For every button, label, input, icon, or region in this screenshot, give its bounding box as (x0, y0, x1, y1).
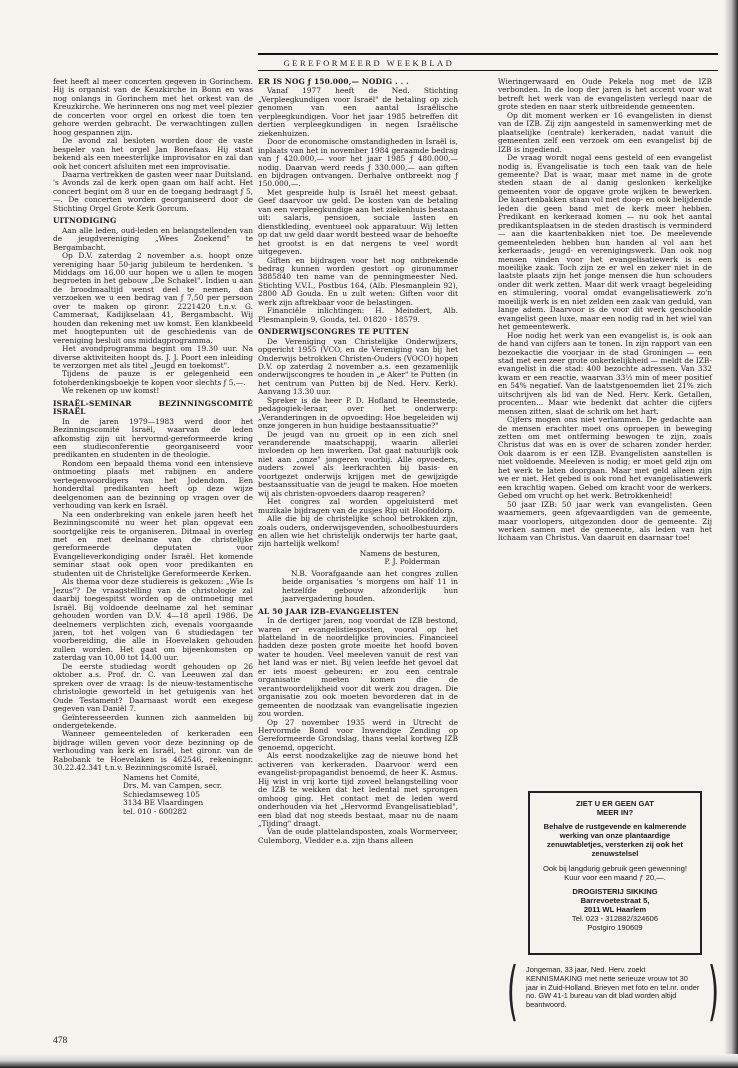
article-paragraph: Met gespreide hulp is Israël het meest gebaat. Geef daarvoor uw geld. De kosten van de betaling van een verpleegkundige aan het ziekenhuis bestaan uit: salaris, pensioen, sociale lasten en dienstkleding, eventueel ook apparatuur. Wij letten op dat uw geld daar wordt besteed waar de behoefte het grootst is en dat nergens te veel wordt uitgegeven. (258, 187, 458, 257)
signature-block (53, 774, 253, 816)
article-paragraph: Op 27 november 1935 werd in Utrecht de Hervormde Bond voor Inwendige Zending op Gereformeerde Grondslag, thans veelal kortweg IZB genoemd, opgericht. (258, 717, 458, 752)
masthead-rule (258, 53, 718, 55)
article-paragraph: Op D.V. zaterdag 2 november a.s. hoopt onze vereniging haar 50-jarig jubileum te herdenken. 's Middags om 16.00 uur hopen we u allen te mogen begroeten in het gebouw „De Schakel". Indien u aan de broodmaaltijd wenst deel te nemen, dan verzoeken we u een bedrag van ƒ 7,50 per persoon over te maken op gironr. 2221420 t.n.v. G. Cammeraat, Kadijkselaan 41, Bergambacht. Wij houden dan rekening met uw komst. Een klankbeeld met hoogtepunten uit de geschiedenis van de vereniging besluit ons middagprogramma. (53, 251, 253, 345)
article-paragraph: Op dit moment werken er 16 evangelisten in dienst van de IZB. Zij zijn aangesteld in samenwerking met de plaatselijke (centrale) kerkeraden, nadat vanuit die gemeenten zelf een verzoek om een evangelist bij de IZB is ingediend. (498, 110, 712, 154)
signature-line: P. J. Polderman (384, 557, 440, 567)
article-paragraph: Rondom een bepaald thema vond een intensieve ontmoeting plaats met rabijnen en andere vertegenwoordigers van het Jodendom. Een honderdtal predikanten heeft op deze wijze deelgenomen aan de bezinning op vragen over de verhouding van kerk en Israël. (53, 458, 253, 511)
article-paragraph: Van de oude plattelandsposten, zoals Wormerveer, Culemborg, Vledder e.a. zijn thans alleen (258, 827, 458, 845)
article-paragraph: Als eerst noodzakelijke zag de nieuwe bond het activeren van kerkeraden. Daarvoor werd een evangelist-propagandist benoemd, de heer K. Asmus. Hij wist in vrij korte tijd zoveel belangstelling voor de IZB te wekken dat het ledental met sprongen omhoog ging. Het contact met de leden werd onderhouden via het „Hervormd Evangelisatieblad", een blad dat nog steeds bestaat, maar nu de naam „Tijding" draagt. (258, 751, 458, 828)
page-number: 478 (53, 1036, 68, 1046)
article-paragraph: De jeugd van nu groeit op in een zich snel veranderende maatschappij, waarin allerlei invloeden op hen inwerken. Dat gaat natuurlijk ook niet aan „onze" jongeren voorbij. Alle opvoeders, ouders zowel als leerkrachten bij basis- en voortgezet onderwijs krijgen met de gewijzigde bestaanssituatie van de jeugd te maken. Hoe moeten wij als christen-opvoeders daarop reageren? (258, 429, 458, 498)
signature-line: Drs. M. van Campen, secr. (123, 781, 222, 791)
article-paragraph: We rekenen op uw komst! (62, 386, 160, 396)
article-paragraph: Het avondprogramma begint om 19.30 uur. Na diverse aktiviteiten hoopt ds. J. J. Poort een inleiding te verzorgen met als titel „Jeugd en toekomst". (53, 344, 253, 370)
article-paragraph: De avond zal besloten worden door de vaste bespeler van het orgel Jan Bonefaas. Hij staat bekend als een meesterlijke improvisator en zal dan ook het concert afsluiten met een improvisatie. (53, 136, 253, 171)
classified-text: Jongeman, 33 jaar, Ned. Herv. zoekt KENNISMAKING met nette serieuze vrouw tot 30 jaar in Zuid-Holland. Brieven met foto en tel.nr. onder no. GW 41-1 bureau van dit blad worden altijd beantwoord. (526, 965, 700, 1010)
heading-izb: AL 50 JAAR IZB-EVANGELISTEN (258, 606, 399, 616)
masthead (0, 0, 738, 68)
heading-israel-seminar: ISRAËL-SEMINAR BEZINNINGSCOMITÉ ISRAËL (53, 398, 253, 417)
signature-line: Namens het Comité, (123, 772, 200, 782)
heading-onderwijscongres: ONDERWIJSCONGRES TE PUTTEN (258, 327, 409, 337)
ad-phone: Tel. 023 - 312882/324606 (571, 914, 659, 924)
signature-line: Schiedamseweg 105 (123, 789, 200, 799)
article-paragraph: Na een onderbreking van enkele jaren heeft het Bezinningscomité nu weer het plan opgevat een soortgelijke reis te organiseren. Ditmaal in overleg met en met deelname van de christelijke gereformeerde deputaten voor Evangelieverkondiging onder Israël. Het komende seminar staat ook open voor predikanten en studenten uit de Christelijke Gereformeerde Kerken. (53, 509, 253, 578)
ad-headline: ZIET U ER GEEN GAT (576, 799, 654, 808)
ad-giro: Postgiro 190609 (587, 923, 643, 933)
article-paragraph: Alle die bij de christelijke school betrokken zijn, zoals ouders, onderwijsgevenden, schoolbestuurders en allen wie het christelijk onderwijs ter harte gaat, zijn hartelijk welkom! (258, 514, 458, 549)
column-middle (258, 78, 458, 845)
article-paragraph: Vanaf 1977 heeft de Ned. Stichting „Verpleegkundigen voor Israël" de betaling op zich genomen van een aantal Israëlische verpleegkundigen. Voor het jaar 1985 betreffen dit dertien verpleegkundigen in negen Israëlische ziekenhuizen. (258, 86, 458, 138)
article-paragraph: Wieringerwaard en Oude Pekela nog met de IZB verbonden. In de loop der jaren is het accent voor wat betreft het werk van de evangelisten verlegd naar de grote steden en naar sterk uitbreidende gemeenten. (498, 77, 712, 112)
article-paragraph: Als thema voor deze studiereis is gekozen: „Wie Is Jezus"? De vraagstelling van de christologie zal daarbij toegespitst worden op de ontmoeting met Israël. Bij voldoende deelname zal het seminar gehouden worden van D.V. 4—18 april 1986. De deelnemers verplichten zich, evenals voorgaande jaren, tot het volgen van 6 studiedagen ter voorbereiding, die alle in Hoevelaken gehouden zullen worden. Het gaat om bijeenkomsten op zaterdag van 10.00 tot 14.00 uur. (53, 577, 253, 663)
article-paragraph: Door de economische omstandigheden in Israël is, inplaats van het in november 1984 geraamde bedrag van ƒ 420.000,— voor het jaar 1985 ƒ 480.000,— nodig. Daarvan werd reeds ƒ 330.000,— aan giften en bijdragen ontvangen. Derhalve ontbreekt nog ƒ 150.000,—. (258, 137, 458, 189)
column-right (498, 78, 712, 543)
article-paragraph: Cijfers mogen ons niet verlammen. De gedachte aan de mensen erachter moet ons oproepen in beweging zetten om met ontferming bewogen te zijn, zoals Christus dat was en is over de scharen zonder herder. Ook daarom is er een IZB. Evangelisten aanstellen is niet voldoende. Meeleven is nodig; er moet geld zijn om het werk te laten doorgaan. Maar met geld alleen zijn we er niet. Het gebed is ook rond het evangelisatiewerk een krachtig wapen. Gebed om kracht voor de werkers. Gebed om vrucht op het werk. Betrokkenheid! (498, 415, 712, 501)
article-paragraph: Financiële inlichtingen: H. Meindert, Alb. Plesmanplein 9, Gouda, tel. 01820 - 18579. (258, 306, 458, 324)
article-paragraph: Wanneer gemeenteleden of kerkeraden een bijdrage willen geven voor deze bezinning op de verhouding van kerk en Israël, het gironr. van de Rabobank te Hoevelaken is 462546, rekeningnr. 30.22.42.341 t.n.v. Bezinningscomité Israël. (53, 729, 253, 773)
ad-price: Kuur voor een maand ƒ 20,—. (564, 872, 666, 882)
ad-body: Behalve de rustgevende en kalmerende werking van onze plantaardige zenuwtabletjes, versterken zij ook het zenuwstelsel (543, 822, 687, 859)
article-paragraph: 50 jaar IZB: 50 jaar werk van evangelisten. Geen waarnemers, geen afgevaardigden van de gemeente, maar voorlopers, uitgezonden door de gemeente. Zij werken samen met de gemeente, als leden van het lichaam van Christus. Van daaruit en daarnaar toe! (498, 499, 712, 543)
article-paragraph: In de jaren 1979—1983 werd door het Bezinningscomité Israël, waarvan de leden afkomstig zijn uit hervormd-gereformeerde kring een studieconferentie georganiseerd voor predikanten en studenten in de theologie. (53, 416, 253, 460)
header-divider (258, 70, 718, 71)
article-paragraph: Hoe nodig het werk van een evangelist is, is ook aan de hand van cijfers aan te tonen. In zijn rapport van een bezoekactie die voorjaar in de stad Groningen — een stad met een zeer grote onkerkelijkheid — meldt de IZB-evangelist in die stad: 400 bezochte adressen. Van 332 kwam er een reactie, waarvan 33⅓ min of meer positief en 54% negatief. Van de laatstgenoemden liet 21% zich uitschrijven als lid van de Ned. Herv. Kerk. Getallen, procenten... Maar wie bedenkt dat achter die cijfers mensen zitten, slaat de schrik om het hart. (498, 330, 712, 416)
signature-line: 3134 BE Vlaardingen (123, 798, 204, 808)
article-paragraph: Geïnteresseerden kunnen zich aanmelden bij ondergetekende. (53, 712, 253, 730)
ad-address: Barrevoetestraat 5, (580, 895, 650, 905)
ad-headline: MEER IN? (596, 808, 634, 818)
article-paragraph: De vraag wordt nogal eens gesteld of een evangelist nodig is. Evangelisatie is toch een taak van de hele gemeente? Dat is waar, maar met name in de grote steden staan de al danig geslonken kerkelijke gemeenten voor de opgave grote wijken te bewerken. De kaartenbakken staan vol met doop- en ook belijdende leden die geen band met de kerk meer hebben. Predikant en kerkeraad komen — nu ook het aantal predikantsplaatsen in de steden drastisch is verminderd — aan die kaartenbakken niet toe. De meelevende gemeenteleden hebben hun handen al vol aan het kerkeraads-, jeugd- en verenigingswerk. Dan ook nog mensen vinden voor het evangelisatiewerk is een moeilijke zaak. Toch zijn ze er wel en zeker niet in de laatste plaats zijn het jonge mensen die hun schouders onder dit werk zetten. Maar dit werk vraagt begeleiding en stimulering, vooral omdat evangelisatiewerk zo'n moeilijk werk is en niet zelden een zaak van geduld, van lange adem. Daarvoor is de voor dit werk geschoolde evangelist geen luxe, maar een nodig rad in het wiel van het gemeentewerk. (498, 153, 712, 332)
article-paragraph: In de dertiger jaren, nog voordat de IZB bestond, waren er evangelistiesposten, vooral op het platteland in de noordelijke provincies. Financieel hadden deze posten grote moeite het hoofd boven water te houden. Veel meeleven vanuit de rest van het land was er niet. Bij velen leefde het gevoel dat er iets moest gebeuren: er zou een centrale organisatie moeten komen die de verantwoordelijkheid voor dit werk zou dragen. Die organisatie zou ook moeten bevorderen dat in de gemeenten de noodzaak van evangelisatie ingezien zou worden. (258, 616, 458, 719)
signature-block (258, 550, 458, 567)
article-paragraph: feet heeft al meer concerten gegeven in Gorinchem. Hij is organist van de Keuzkirche in Bonn en was nog onlangs in Gorinchem met het orkest van de Kreuzkirche. We herinneren ons nog met veel plezier de concerten voor orgel en orkest die toen ten gehore werden gebracht. De verwachtingen zullen hoog gespannen zijn. (53, 77, 253, 137)
left-brace-icon: ( (506, 955, 519, 1029)
article-paragraph: De eerste studiedag wordt gehouden op 26 oktober a.s. Prof. dr. C. van Leeuwen zal dan spreken over de vraag: Is de nieuw-testamentische christologie geworteld in het getuigenis van het Oude Testament? Daarnaast wordt een exegese gegeven van Daniël 7. (53, 661, 253, 714)
heading-uitnodiging: UITNODIGING (53, 216, 117, 226)
scan-edge-shadow (724, 0, 738, 1068)
heading-nodig: ER IS NOG ƒ 150.000,— NODIG . . . (258, 77, 409, 86)
right-brace-icon: ) (707, 955, 720, 1029)
article-paragraph: Daarna vertrekken de gasten weer naar Duitsland. 's Avonds zal de kerk open gaan om half acht. Het concert begint om 8 uur en de toegang bedraagt ƒ 5,—. De concerten worden georganiseerd door de Stichting Orgel Grote Kerk Gorcum. (53, 169, 253, 213)
article-paragraph: Giften en bijdragen voor het nog ontbrekende bedrag kunnen worden gestort op gironummer 3885840 ten name van de penningmeester Ned. Stichting V.V.I., Postbus 164, (Alb. Plesmanplein 92), 2800 AD Gouda. En u zult weten: Giften voor dit werk zijn aftrekbaar voor de belastingen. (258, 255, 458, 307)
classified-ad-kennismaking (506, 955, 720, 1029)
column-left (53, 78, 253, 819)
publication-title: GEREFORMEERD WEEKBLAD (283, 58, 455, 68)
article-paragraph: De Vereniging van Christelijke Onderwijzers, opgericht 1955 (VCO, en de Vereniging van bij het Onderwijs betrokken Christen-Ouders (VOCO) hopen D.V. op zaterdag 2 november a.s. een gezamenlijk onderwijscongres te houden in „e Aker" te Putten (in het centrum van Putten bij de Ned. Herv. Kerk). Aanvang 13.30 uur. (258, 336, 458, 397)
ad-body: Ook bij langdurig gebruik geen gewenning! (543, 863, 687, 873)
article-paragraph: Tijdens de pauze is er gelegenheid een fotoherdenkingsboekje te kopen voor slechts ƒ 5,—. (53, 369, 253, 387)
signature-line: Namens de besturen, (359, 548, 440, 558)
nota-bene: N.B. Voorafgaande aan het congres zullen beide organisaties 's morgens om half 11 in hetzelfde gebouw afzonderlijk hun jaarvergadering houden. (282, 568, 458, 604)
scan-bottom-shadow (0, 1054, 738, 1068)
article-paragraph: Aan alle leden, oud-leden en belangstellenden van de jeugdvereniging „Wees Zoekend" te Bergambacht. (53, 225, 253, 252)
advertisement-sikking (528, 791, 702, 955)
article-paragraph: Spreker is de heer P. D. Hofland te Heemstede, pedagogiek-leraar, over het onderwerp: „Veranderingen in de opvoeding: Hoe begeleiden wij onze jongeren in hun huidige bestaanssituatie?" (258, 395, 458, 431)
ad-address: 2011 WL Haarlem (583, 904, 647, 914)
ad-company: DROGISTERIJ SIKKING (572, 886, 658, 896)
signature-line: tel. 010 - 600282 (123, 806, 187, 816)
article-paragraph: Het congres zal worden opgeluisterd met muzikale bijdragen van de zusjes Rip uit Hoofddorp. (258, 497, 458, 515)
